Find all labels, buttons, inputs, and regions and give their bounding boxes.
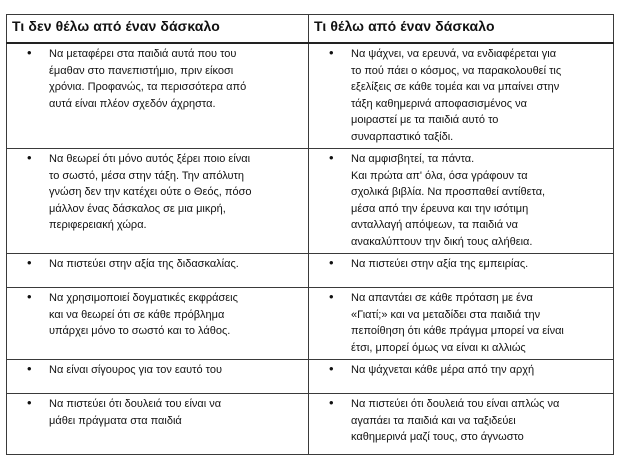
cell-text: • Να ψάχνεται κάθε μέρα από την αρχή: [351, 364, 535, 377]
cell-want: [309, 43, 614, 149]
table-row: [7, 43, 614, 149]
table-row: [7, 254, 614, 288]
table-row: [7, 360, 614, 394]
header-want: Τι θέλω από έναν δάσκαλο: [309, 15, 614, 44]
comparison-table: [6, 14, 614, 455]
cell-dont-want: [7, 43, 309, 149]
cell-want: [309, 394, 614, 455]
cell-text: • Να απαντάει σε κάθε πρόταση με ένα «Γιατί;» και να μεταδίδει στα παιδιά την πεποίθηση ότι κάθε πράγμα μπορεί να είναι έτσι, μπορεί όμως να είναι κι αλλιώς: [351, 292, 564, 354]
cell-text: • Να θεωρεί ότι μόνο αυτός ξέρει ποιο είναι το σωστό, μέσα στην τάξη. Την απόλυτη γνώση δεν την κατέχει ούτε ο Θεός, πόσο μάλλον ένας δάσκαλος σε μια μικρή, περιφερειακή χώρα.: [49, 153, 252, 232]
header-dont-want: Τι δεν θέλω από έναν δάσκαλο: [7, 15, 309, 44]
table-row: [7, 288, 614, 360]
table-row: [7, 149, 614, 254]
cell-text: • Να είναι σίγουρος για τον εαυτό του: [49, 364, 223, 377]
cell-text: • Να πιστεύει στην αξία της διδασκαλίας.: [49, 258, 239, 271]
cell-want: [309, 288, 614, 360]
cell-text: • Να μεταφέρει στα παιδιά αυτά που του έμαθαν στο πανεπιστήμιο, πριν είκοσι χρόνια. Προφανώς, τα περισσότερα από αυτά είναι πλέον σχεδόν άχρηστα.: [49, 48, 247, 110]
cell-text: • Να αμφισβητεί, τα πάντα. Και πρώτα απ' όλα, όσα γράφουν τα σχολικά βιβλία. Να προσπαθεί αντίθετα, μέσα από την έρευνα και την ισότιμη ανταλλαγή απόψεων, τα παιδιά να ανακαλύπτουν την δική τους αλήθεια.: [351, 153, 546, 248]
header-row: [7, 15, 614, 44]
cell-dont-want: [7, 149, 309, 254]
cell-dont-want: [7, 288, 309, 360]
cell-text: • Να πιστεύει στην αξία της εμπειρίας.: [351, 258, 529, 271]
cell-dont-want: [7, 394, 309, 455]
cell-dont-want: [7, 254, 309, 288]
cell-text: • Να ψάχνει, να ερευνά, να ενδιαφέρεται για το πού πάει ο κόσμος, να παρακολουθεί τις εξελίξεις σε κάθε τομέα και να μπαίνει στην τάξη καθημερινά αποφασισμένος να μοιραστεί με τα παιδιά αυτό το συναρπαστικό ταξίδι.: [351, 48, 562, 143]
table-row: [7, 394, 614, 455]
cell-want: [309, 254, 614, 288]
cell-text: • Να χρησιμοποιεί δογματικές εκφράσεις και να θεωρεί ότι σε κάθε πρόβλημα υπάρχει μόνο το σωστό και το λάθος.: [49, 292, 238, 338]
cell-want: [309, 360, 614, 394]
cell-text: • Να πιστεύει ότι δουλειά του είναι να μάθει πράγματα στα παιδιά: [49, 398, 222, 427]
cell-text: • Να πιστεύει ότι δουλειά του είναι απλώς να αγαπάει τα παιδιά και να ταξιδεύει καθημερινά μαζί τους, στο άγνωστο: [351, 398, 560, 444]
cell-dont-want: [7, 360, 309, 394]
cell-want: [309, 149, 614, 254]
